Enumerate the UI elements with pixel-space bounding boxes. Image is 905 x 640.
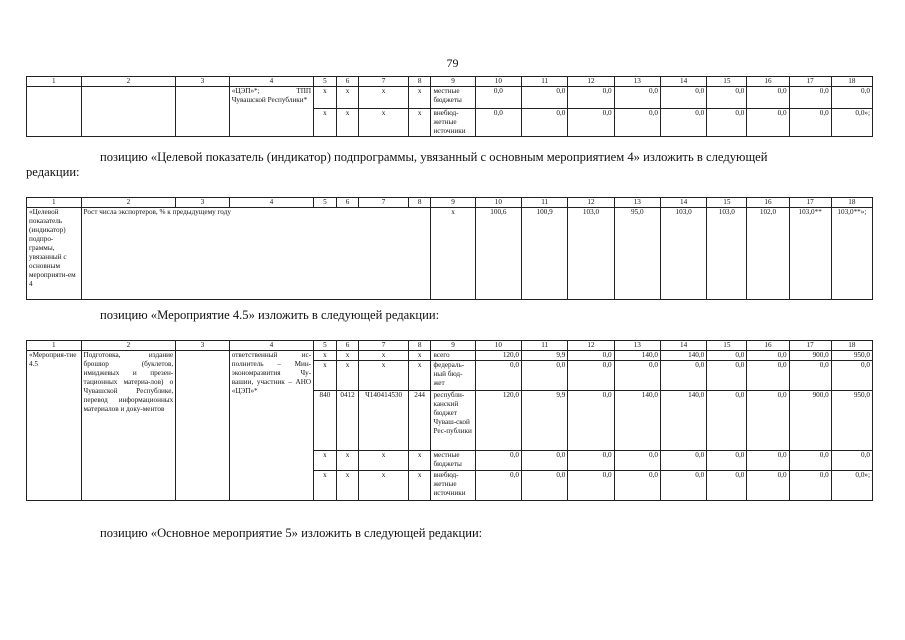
table-row: x x x x федераль-ный бюд-жет 0,0 0,0 0,0 0,0 0,0 0,0 0,0 0,0 0,0 xyxy=(27,361,873,391)
measure-table xyxy=(26,340,873,501)
executor-cell: «ЦЭП»*; ТПП Чувашской Республики* xyxy=(229,87,313,137)
column-number: 13 xyxy=(614,198,660,208)
column-number: 11 xyxy=(522,198,568,208)
column-number: 7 xyxy=(359,341,408,351)
column-number: 12 xyxy=(568,198,614,208)
column-number: 8 xyxy=(408,341,431,351)
column-number: 18 xyxy=(831,77,872,87)
column-number: 8 xyxy=(408,198,431,208)
indicator-name: Рост числа экспортеров, % к предыдущему году xyxy=(81,208,431,300)
column-number: 12 xyxy=(568,341,614,351)
table-row: «Мероприя-тие 4.5 Подготовка, издание брошюр (буклетов, имиджевых и презен-тационных материа-лов) о Чувашской Республике, перевод информационных материалов и доку-ментов ответственный ис-полнитель – Мин-экономразвития Чу-вашии, участник – АНО «ЦЭП»* x x x x всего 120,0 9,9 0,0 140,0 140,0 0,0 0,0 900,0 950,0 xyxy=(27,351,873,361)
column-number: 14 xyxy=(660,198,706,208)
column-number: 1 xyxy=(27,198,82,208)
column-number: 16 xyxy=(747,198,789,208)
funding-source: внебюд-жетные источники xyxy=(431,109,475,137)
column-number: 5 xyxy=(314,341,337,351)
column-number: 15 xyxy=(707,341,747,351)
column-number: 4 xyxy=(229,198,313,208)
instruction-paragraph: позицию «Мероприятие 4.5» изложить в следующей редакции: xyxy=(100,308,440,322)
measure-description: Подготовка, издание брошюр (буклетов, имиджевых и презен-тационных материа-лов) о Чувашской Республике, перевод информационных материалов и доку-ментов xyxy=(81,351,176,501)
column-number-row xyxy=(27,341,873,351)
column-number: 9 xyxy=(431,198,475,208)
table-row: x x x x внебюд-жетные источники 0,0 0,0 0,0 0,0 0,0 0,0 0,0 0,0 0,0»; xyxy=(27,471,873,501)
executor-cell: ответственный ис-полнитель – Мин-экономразвития Чу-вашии, участник – АНО «ЦЭП»* xyxy=(229,351,313,501)
column-number: 5 xyxy=(314,77,337,87)
table-row: x x x x внебюд-жетные источники 0,0 0,0 0,0 0,0 0,0 0,0 0,0 0,0 0,0»; xyxy=(27,109,873,137)
column-number: 6 xyxy=(336,341,359,351)
column-number: 14 xyxy=(660,341,706,351)
column-number: 4 xyxy=(229,341,313,351)
column-number: 12 xyxy=(568,77,614,87)
column-number: 15 xyxy=(707,77,747,87)
column-number: 2 xyxy=(81,198,176,208)
column-number: 4 xyxy=(229,77,313,87)
column-number: 18 xyxy=(831,198,872,208)
funding-source: местные бюджеты xyxy=(431,87,475,109)
column-number: 10 xyxy=(475,341,521,351)
funding-table-continuation xyxy=(26,76,873,137)
table-row: «ЦЭП»*; ТПП Чувашской Республики* x x x x местные бюджеты 0,0 0,0 0,0 0,0 0,0 0,0 0,0 0,0 0,0 xyxy=(27,87,873,109)
funding-source: внебюд-жетные источники xyxy=(431,471,475,501)
column-number: 17 xyxy=(789,77,831,87)
column-number: 11 xyxy=(522,341,568,351)
table-row: x x x x местные бюджеты 0,0 0,0 0,0 0,0 0,0 0,0 0,0 0,0 0,0 xyxy=(27,451,873,471)
column-number: 6 xyxy=(336,77,359,87)
column-number: 10 xyxy=(475,77,521,87)
column-number-row xyxy=(27,198,873,208)
column-number: 11 xyxy=(522,77,568,87)
row-label: «Целевой показатель (индикатор) подпро-граммы, увязанный с основным мероприяти-ем 4 xyxy=(27,208,82,300)
column-number: 17 xyxy=(789,198,831,208)
row-label: «Мероприя-тие 4.5 xyxy=(27,351,82,501)
column-number: 5 xyxy=(314,198,337,208)
page-number: 79 xyxy=(446,56,459,70)
column-number-row xyxy=(27,77,873,87)
column-number: 3 xyxy=(176,341,230,351)
column-number: 6 xyxy=(336,198,359,208)
instruction-paragraph: позицию «Основное мероприятие 5» изложить в следующей редакции: xyxy=(100,526,483,540)
table-row: «Целевой показатель (индикатор) подпро-граммы, увязанный с основным мероприяти-ем 4 Рост числа экспортеров, % к предыдущему году x 100,6 100,9 103,0 95,0 103,0 103,0 102,0 103,0** 103,0**»; xyxy=(27,208,873,300)
column-number: 15 xyxy=(707,198,747,208)
column-number: 16 xyxy=(747,341,789,351)
column-number: 7 xyxy=(359,77,408,87)
column-number: 13 xyxy=(614,77,660,87)
funding-source: федераль-ный бюд-жет xyxy=(431,361,475,391)
column-number: 3 xyxy=(176,77,230,87)
column-number: 9 xyxy=(431,341,475,351)
column-number: 18 xyxy=(831,341,872,351)
column-number: 8 xyxy=(408,77,431,87)
column-number: 14 xyxy=(660,77,706,87)
column-number: 3 xyxy=(176,198,230,208)
funding-source: всего xyxy=(431,351,475,361)
column-number: 10 xyxy=(475,198,521,208)
indicator-table xyxy=(26,197,873,300)
instruction-paragraph: позицию «Целевой показатель (индикатор) подпрограммы, увязанный с основным мероприятием 4» изложить в следующей редакции: xyxy=(26,150,768,179)
column-number: 9 xyxy=(431,77,475,87)
funding-source: республи-канский бюджет Чуваш-ской Рес-публики xyxy=(431,391,475,451)
column-number: 1 xyxy=(27,341,82,351)
column-number: 1 xyxy=(27,77,82,87)
column-number: 17 xyxy=(789,341,831,351)
table-row: 840 0412 Ч140414530 244 республи-канский бюджет Чуваш-ской Рес-публики 120,0 9,9 0,0 140,0 140,0 0,0 0,0 900,0 950,0 xyxy=(27,391,873,451)
column-number: 7 xyxy=(359,198,408,208)
column-number: 16 xyxy=(747,77,789,87)
column-number: 13 xyxy=(614,341,660,351)
column-number: 2 xyxy=(81,77,176,87)
column-number: 2 xyxy=(81,341,176,351)
funding-source: местные бюджеты xyxy=(431,451,475,471)
